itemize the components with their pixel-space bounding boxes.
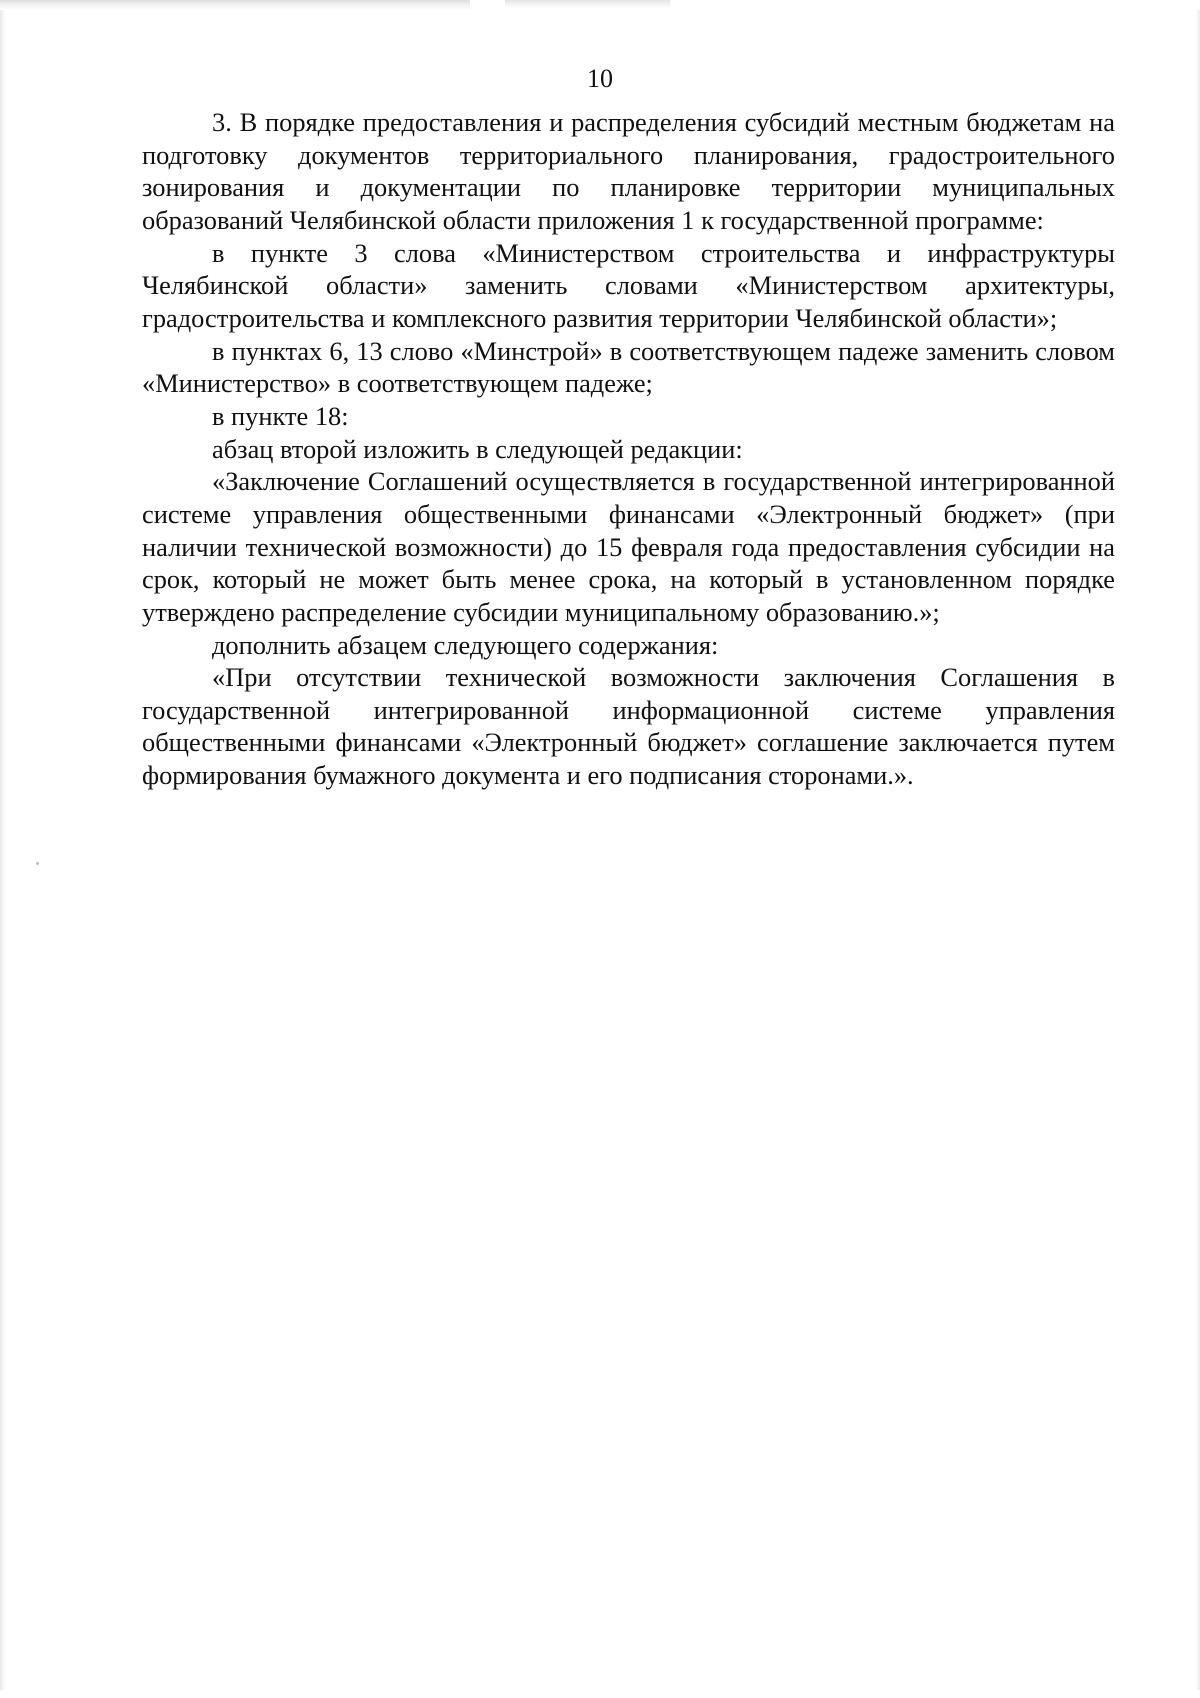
paragraph-punkt-18: в пункте 18: [212, 400, 349, 431]
scan-speck [36, 862, 39, 865]
paragraph-punkt-3-replacement: в пункте 3 слова «Министерством строительства и инфраструктуры Челябинской области» заменить словами «Министерством архитектуры, градостроительства и комплексного развития территории Челябинской области»; [142, 237, 1115, 333]
scan-shadow-left-edge [0, 10, 6, 1690]
document-body [142, 106, 1115, 792]
paragraph-dopolnit-abzacem: дополнить абзацем следующего содержания: [212, 629, 719, 660]
paragraph-item-3: 3. В порядке предоставления и распределения субсидий местным бюджетам на подготовку документов территориального планирования, градостроительного зонирования и документации по планировке территории муниципальных образований Челябинской области приложения 1 к государственной программе: [142, 107, 1115, 235]
paragraph-abzac-vtoroy: абзац второй изложить в следующей редакции: [212, 433, 743, 464]
paragraph-quoted-new-abzac: «При отсутствии технической возможности заключения Соглашения в государственной интегрированной информационной системе управления общественными финансами «Электронный бюджет» соглашение заключается путем формирования бумажного документа и его подписания сторонами.». [142, 662, 1115, 791]
page-number: 10 [587, 64, 613, 93]
paragraph-quoted-agreement-text: «Заключение Соглашений осуществляется в государственной интегрированной системе управления общественными финансами «Электронный бюджет» (при наличии технической возможности) до 15 февраля года предоставления субсидии на срок, который не может быть менее срока, на который в установленном порядке утверждено распределение субсидии муниципальному образованию.»; [142, 466, 1115, 627]
scan-artifact-top-middle [505, 0, 670, 8]
paragraph-punkty-6-13: в пунктах 6, 13 слово «Минстрой» в соответствующем падеже заменить словом «Министерство» в соответствующем падеже; [142, 335, 1115, 399]
scan-artifact-top-left [0, 0, 470, 10]
scan-shadow-right-edge [1195, 10, 1200, 1690]
